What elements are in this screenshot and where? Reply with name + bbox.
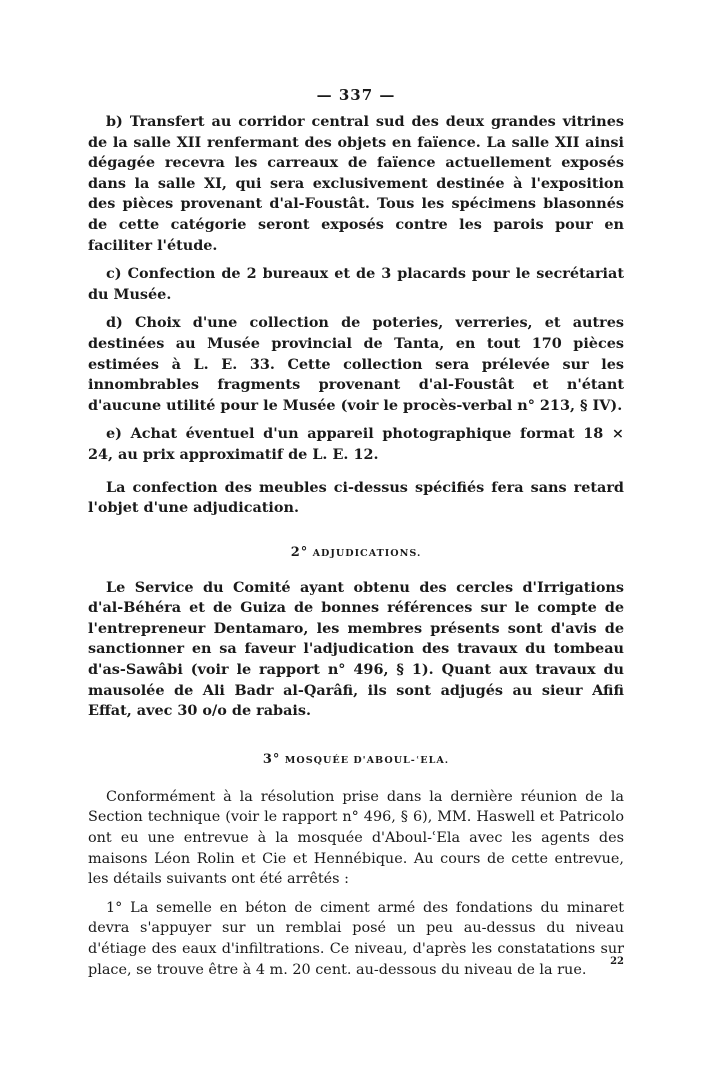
section-3-heading	[88, 752, 624, 767]
document-page	[88, 86, 624, 988]
section-2-body	[88, 578, 624, 722]
paragraph-item-c: c) Confection de 2 bureaux et de 3 placards pour le secrétariat du Musée.	[88, 265, 624, 303]
signature-mark: 22	[610, 956, 624, 967]
paragraph-mosquee: Conformément à la résolution prise dans la dernière réunion de la Section technique (voir le rapport n° 496, § 6), MM. Haswell et Patricolo ont eu une entrevue à la mosquée d'Aboul-ʿEla avec les agents des maisons Léon Rolin et Cie et Hennébique. Au cours de cette entrevue, les détails suivants ont été arrêtés :	[88, 788, 624, 888]
paragraph-item-b: b) Transfert au corridor central sud des deux grandes vitrines de la salle XII renfermant des objets en faïence. La salle XII ainsi dégagée recevra les carreaux de faïence actuellement exposés dans la salle XI, qui sera exclusivement destinée à l'exposition des pièces provenant d'al-Foustât. Tous les spécimens blasonnés de cette catégorie seront exposés contre les parois pour en faciliter l'étude.	[88, 113, 624, 254]
page-number: — 337 —	[316, 86, 396, 104]
section-1-items	[88, 112, 624, 519]
section-3-number: 3°	[262, 751, 281, 767]
section-2-title: ADJUDICATIONS.	[312, 547, 422, 559]
paragraph-conclusion: La confection des meubles ci-dessus spécifiés fera sans retard l'objet d'une adjudication.	[88, 478, 624, 517]
paragraph-adjudications: Le Service du Comité ayant obtenu des cercles d'Irrigations d'al-Béhéra et de Guiza de bonnes références sur le compte de l'entrepreneur Dentamaro, les membres présents sont d'avis de sanctionner en sa faveur l'adjudication des travaux du tombeau d'as-Sawâbi (voir le rapport n° 496, § 1). Quant aux travaux du mausolée de Ali Badr al-Qarâfi, ils sont adjugés au sieur Afifi Effat, avec 30 o/o de rabais.	[88, 578, 624, 720]
section-2-number: 2°	[290, 544, 309, 560]
section-3-body	[88, 787, 624, 980]
paragraph-item-1: 1° La semelle en béton de ciment armé des fondations du minaret devra s'appuyer sur un remblai posé un peu au-dessus du niveau d'étiage des eaux d'infiltrations. Ce niveau, d'après les constatations sur place, se trouve être à 4 m. 20 cent. au-dessous du niveau de la rue.	[88, 899, 624, 978]
section-2-heading	[88, 545, 624, 560]
section-3-title: MOSQUÉE D'ABOUL-ʿELA.	[284, 754, 450, 766]
paragraph-item-e: e) Achat éventuel d'un appareil photographique format 18 × 24, au prix approximatif de L. E. 12.	[88, 425, 624, 463]
paragraph-item-d: d) Choix d'une collection de poteries, verreries, et autres destinées au Musée provincial de Tanta, en tout 170 pièces estimées à L. E. 33. Cette collection sera prélevée sur les innombrables fragments provenant d'al-Foustât et n'étant d'aucune utilité pour le Musée (voir le procès-verbal n° 213, § IV).	[88, 314, 624, 414]
